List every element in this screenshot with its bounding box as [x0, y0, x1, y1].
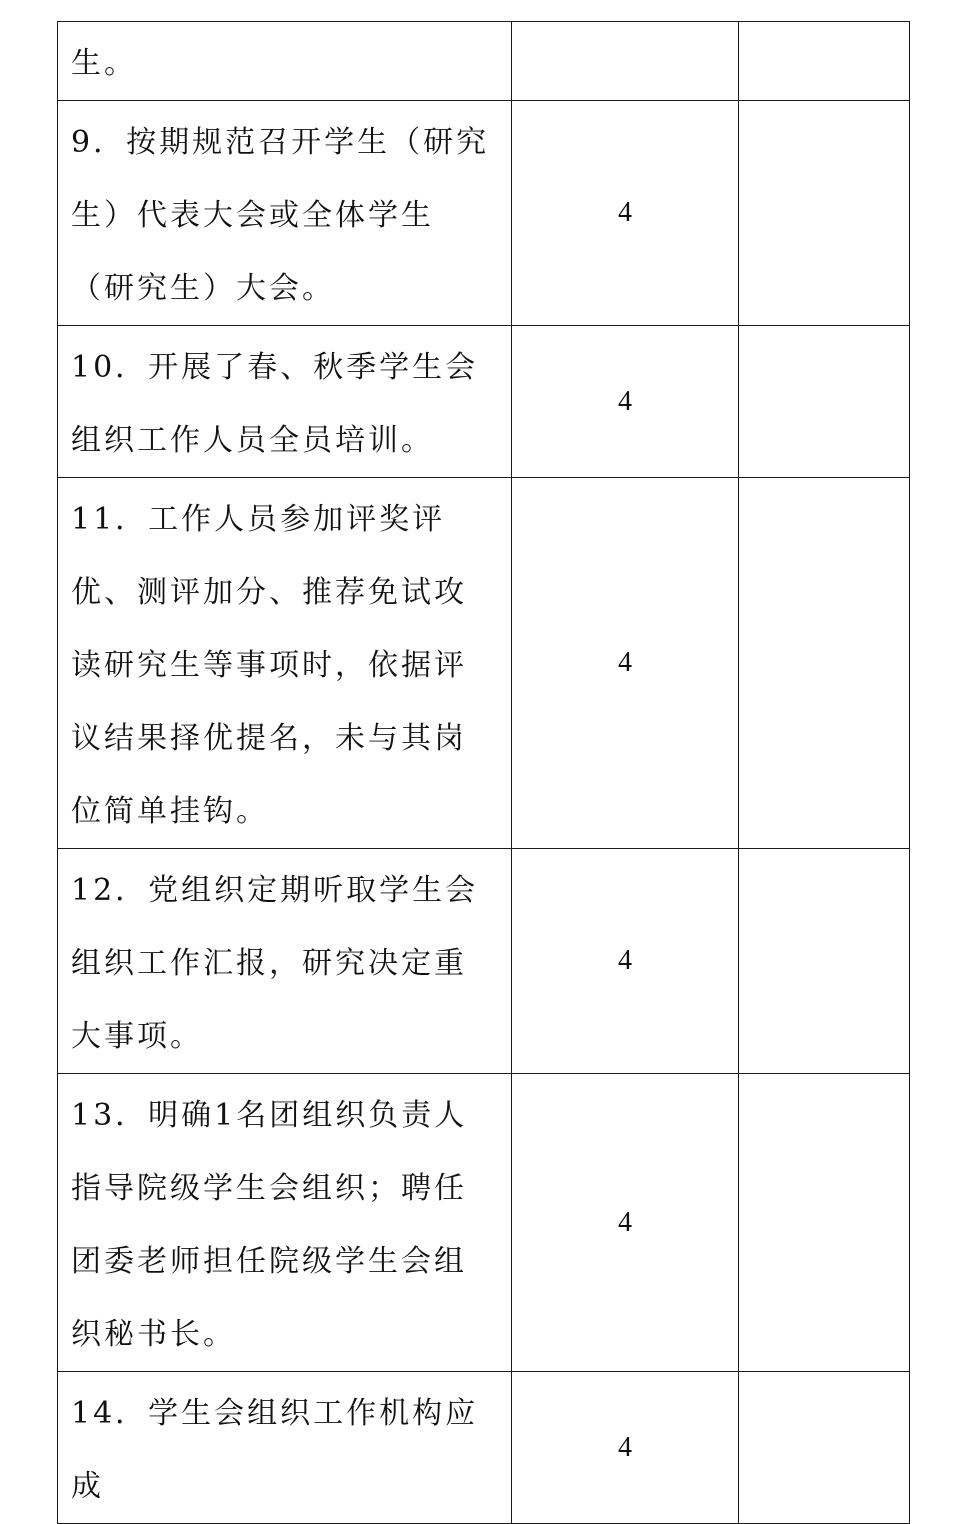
blank-cell: [739, 101, 910, 326]
score-value: 4: [512, 478, 739, 849]
score-value: 4: [512, 849, 739, 1074]
score-value: 4: [512, 1074, 739, 1372]
blank-cell: [739, 22, 910, 101]
item-text: 11．工作人员参加评奖评优、测评加分、推荐免试攻读研究生等事项时，依据评议结果择优提名，未与其岗位简单挂钩。: [58, 478, 512, 849]
blank-cell: [739, 849, 910, 1074]
item-text: 14．学生会组织工作机构应成: [58, 1372, 512, 1524]
table-row: [58, 101, 910, 326]
item-text: 12．党组织定期听取学生会组织工作汇报，研究决定重大事项。: [58, 849, 512, 1074]
item-text: 生。: [58, 22, 512, 101]
table-row: [58, 849, 910, 1074]
item-text: 9．按期规范召开学生（研究生）代表大会或全体学生（研究生）大会。: [58, 101, 512, 326]
item-text: 13．明确1名团组织负责人指导院级学生会组织；聘任团委老师担任院级学生会组织秘书长。: [58, 1074, 512, 1372]
score-value: 4: [512, 1372, 739, 1524]
score-value: 4: [512, 326, 739, 478]
table-row: [58, 22, 910, 101]
evaluation-table: [57, 21, 910, 1524]
score-value: [512, 22, 739, 101]
blank-cell: [739, 1372, 910, 1524]
table-row: [58, 326, 910, 478]
table-row: [58, 478, 910, 849]
blank-cell: [739, 1074, 910, 1372]
item-text: 10．开展了春、秋季学生会组织工作人员全员培训。: [58, 326, 512, 478]
table-row: [58, 1372, 910, 1524]
blank-cell: [739, 326, 910, 478]
score-value: 4: [512, 101, 739, 326]
table-row: [58, 1074, 910, 1372]
blank-cell: [739, 478, 910, 849]
